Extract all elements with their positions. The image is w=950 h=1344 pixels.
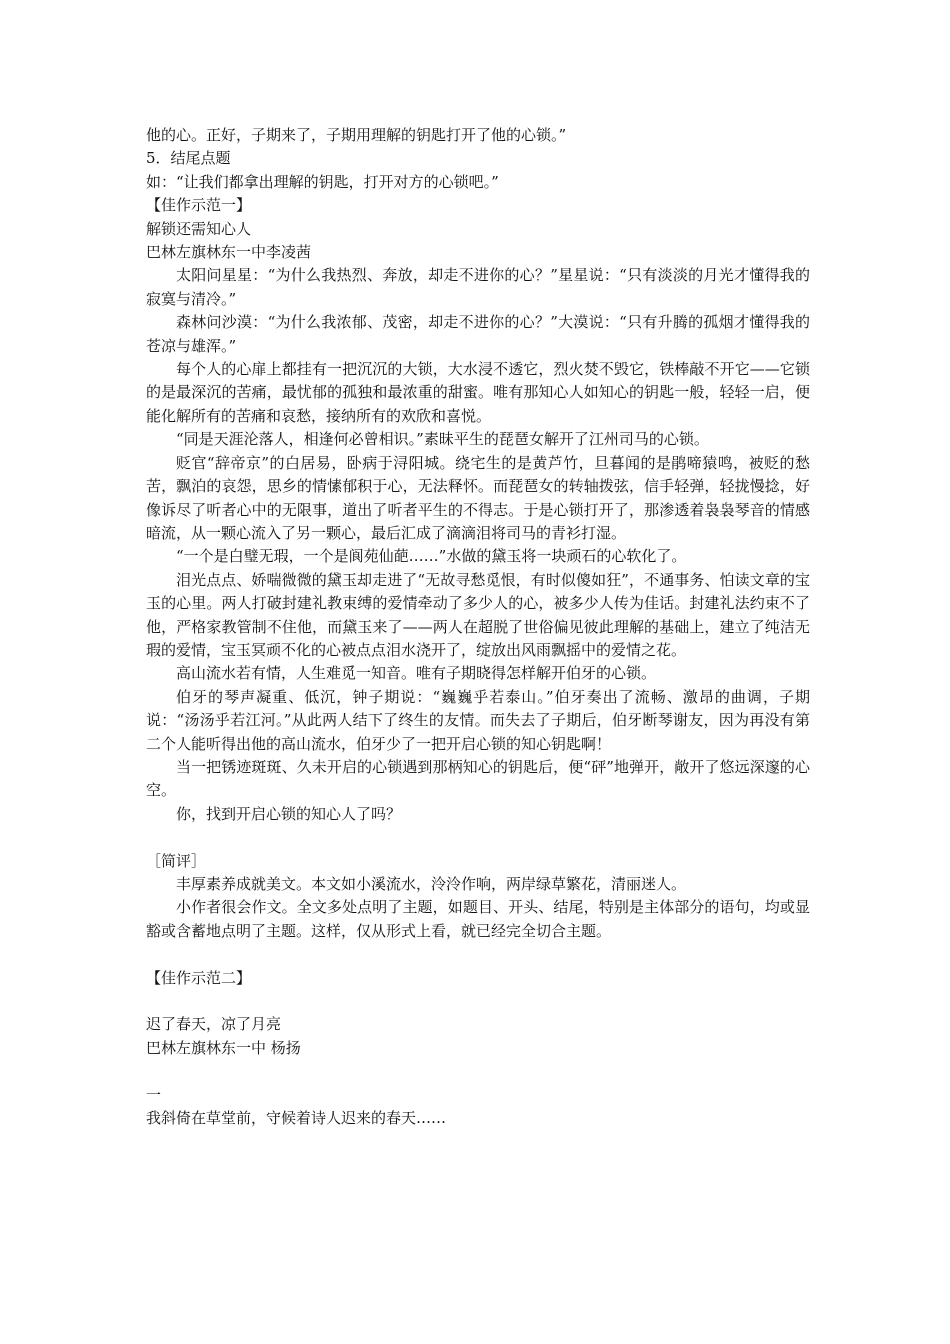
example-essay-two-heading: 【佳作示范二】 xyxy=(146,968,252,987)
essay-two-title: 迟了春天，凉了月亮 xyxy=(146,1015,282,1034)
document-page xyxy=(146,124,810,1130)
section-heading-ending: 5．结尾点题 xyxy=(146,149,231,168)
essay-paragraph: 高山流水若有情，人生难觅一知音。唯有子期晓得怎样解开伯牙的心锁。 xyxy=(176,664,657,683)
blank-line xyxy=(146,990,810,1013)
essay-paragraph: 贬官“辞帝京”的白居易，卧病于浔阳城。绕宅生的是黄芦竹，旦暮闻的是鹃啼猿鸣，被贬的愁苦，飘泊的哀怨，思乡的情愫郁积于心，无法释怀。而琵琶女的转轴拨弦，信手轻弹，轻拢慢捻，好像诉尽了听者心中的无限事，道出了听者平生的不得志。于是心锁打开了，那渗透着袅袅琴音的情感暗流，从一颗心流入了另一颗心，最后汇成了滴滴泪将司马的青衫打湿。 xyxy=(146,453,810,542)
example-sentence: 如：“让我们都拿出理解的钥匙，打开对方的心锁吧。” xyxy=(146,172,499,191)
essay-paragraph: 当一把锈迹斑斑、久未开启的心锁遇到那柄知心的钥匙后，便“砰”地弹开，敞开了悠远深邃的心空。 xyxy=(146,757,810,800)
essay-paragraph: 每个人的心扉上都挂有一把沉沉的大锁，大水浸不透它，烈火焚不毁它，铁棒敲不开它——它锁的是最深沉的苦痛，最忧郁的孤独和最浓重的甜蜜。唯有那知心人如知心的钥匙一般，轻轻一启，便能化解所有的苦痛和哀愁，接纳所有的欢欣和喜悦。 xyxy=(146,360,810,425)
review-paragraph: 小作者很会作文。全文多处点明了主题，如题目、开头、结尾，特别是主体部分的语句，均或显豁或含蓄地点明了主题。这样，仅从形式上看，就已经完全切合主题。 xyxy=(146,898,810,940)
essay-one-title: 解锁还需知心人 xyxy=(146,219,252,238)
essay-two-section-number: 一 xyxy=(146,1085,162,1104)
review-paragraph: 丰厚素养成就美文。本文如小溪流水，泠泠作响，两岸绿草繁花，清丽迷人。 xyxy=(176,874,687,893)
paragraph-continued: 他的心。正好，子期来了，子期用理解的钥匙打开了他的心锁。” xyxy=(146,126,567,144)
review-heading: ［简评］ xyxy=(146,851,207,870)
essay-paragraph: 伯牙的琴声凝重、低沉，钟子期说：“巍巍乎若泰山。”伯牙奏出了流畅、激昂的曲调，子期说：“汤汤乎若江河。”从此两人结下了终生的友情。而失去了子期后，伯牙断琴谢友，因为再没有第二个人能听得出他的高山流水，伯牙少了一把开启心锁的知心钥匙啊！ xyxy=(146,687,810,753)
essay-paragraph: “一个是白璧无瑕，一个是阆苑仙葩……”水做的黛玉将一块顽石的心软化了。 xyxy=(176,547,687,566)
example-essay-one-heading: 【佳作示范一】 xyxy=(146,196,252,215)
blank-line xyxy=(146,826,810,849)
essay-paragraph: “同是天涯沦落人，相逢何必曾相识。”素昧平生的琵琶女解开了江州司马的心锁。 xyxy=(176,430,709,449)
essay-paragraph: 泪光点点、娇喘微微的黛玉却走进了“无故寻愁觅恨，有时似傻如狂”，不通事务、怕读文章的宝玉的心里。两人打破封建礼教束缚的爱情牵动了多少人的心，被多少人传为佳话。封建礼法约束不了他，严格家教管制不住他，而黛玉来了——两人在超脱了世俗偏见彼此理解的基础上，建立了纯洁无瑕的爱情，宝玉冥顽不化的心被点点泪水浇开了，绽放出风雨飘摇中的爱情之花。 xyxy=(146,570,810,659)
essay-two-author: 巴林左旗林东一中 杨扬 xyxy=(146,1038,301,1057)
blank-line xyxy=(146,1060,810,1083)
essay-paragraph: 森林问沙漠：“为什么我浓郁、茂密，却走不进你的心？”大漠说：“只有升腾的孤烟才懂得我的苍凉与雄浑。” xyxy=(146,313,810,355)
essay-paragraph: 你，找到开启心锁的知心人了吗？ xyxy=(176,804,402,823)
essay-paragraph: 太阳问星星：“为什么我热烈、奔放，却走不进你的心？”星星说：“只有淡淡的月光才懂得我的寂寞与清冷。” xyxy=(146,266,810,308)
essay-two-first-line: 我斜倚在草堂前，守候着诗人迟来的春天…… xyxy=(146,1109,447,1127)
blank-line xyxy=(146,943,810,966)
essay-one-author: 巴林左旗林东一中李凌茜 xyxy=(146,243,312,262)
